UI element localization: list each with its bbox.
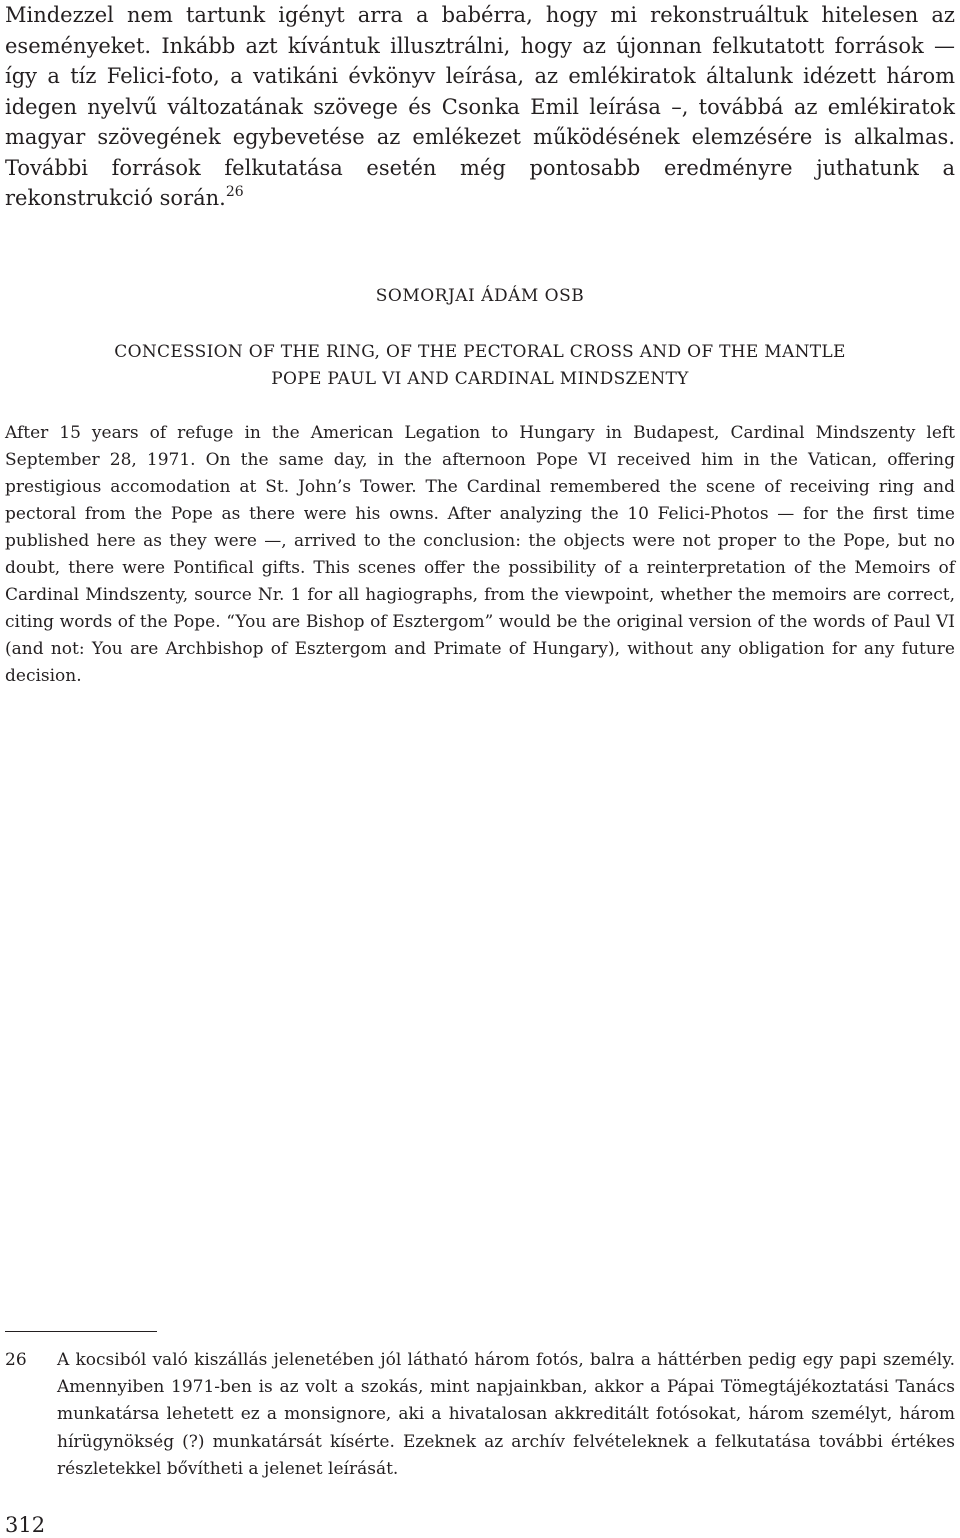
summary-author: SOMORJAI ÁDÁM OSB xyxy=(375,286,585,306)
footnote-reference[interactable]: 26 xyxy=(225,184,244,200)
footnote-text: A kocsiból való kiszállás jelenetében jól látható három fotós, balra a háttérben pedig egy papi személy. Amennyiben 1971-ben is az volt a szokás, mint napjainkban, akkor a Pápai Tömegtájékoztatási Tanács munkatársa lehetett ez a monsignore, aki a hivatalosan akkreditált fotósokat, három személyt, három hírügynökség (?) munkatársát kísérte. Ezeknek az archív felvételeknek a felkutatása további értékes részletekkel bővítheti a jelenet leírását. xyxy=(57,1350,955,1479)
page-number: 312 xyxy=(5,1513,46,1537)
footnote-number: 26 xyxy=(5,1350,27,1370)
summary-title xyxy=(0,339,960,393)
main-paragraph xyxy=(5,0,955,214)
summary-abstract: After 15 years of refuge in the American Legation to Hungary in Budapest, Cardinal Mindszenty left September 28, 1971. On the same day, in the afternoon Pope VI received him in the Vatican, offering prestigious accomodation at St. John’s Tower. The Cardinal remembered the scene of receiving ring and pectoral from the Pope as there were his owns. After analyzing the 10 Felici-Photos — for the first time published here as they were —, arrived to the conclusion: the objects were not proper to the Pope, but no doubt, there were Pontifical gifts. This scenes offer the possibility of a reinterpretation of the Memoirs of Cardinal Mindszenty, source Nr. 1 for all hagiographs, from the viewpoint, whether the memoirs are correct, citing words of the Pope. “You are Bishop of Esztergom” would be the original version of the words of Paul VI (and not: You are Archbishop of Esztergom and Primate of Hungary), without any obligation for any future decision. xyxy=(5,423,955,686)
summary-title-line-2: POPE PAUL VI AND CARDINAL MINDSZENTY xyxy=(271,369,689,389)
footnote-divider xyxy=(5,1331,157,1332)
main-paragraph-text: Mindezzel nem tartunk igényt arra a babérra, hogy mi rekonstruáltuk hitelesen az eseményeket. Inkább azt kívántuk illusztrálni, hogy az újonnan felkutatott források — így a tíz Felici-foto, a vatikáni évkönyv leírása, az emlékiratok általunk idézett három idegen nyelvű változatának szövege és Csonka Emil leírása –, továbbá az emlékiratok magyar szövegének egybevetése az emlékezet működésének elemzésére is alkalmas. További források felkutatása esetén még pontosabb eredményre juthatunk a rekonstrukció során. xyxy=(5,3,955,210)
footnote xyxy=(5,1347,955,1483)
summary-title-line-1: CONCESSION OF THE RING, OF THE PECTORAL CROSS AND OF THE MANTLE xyxy=(114,342,846,362)
